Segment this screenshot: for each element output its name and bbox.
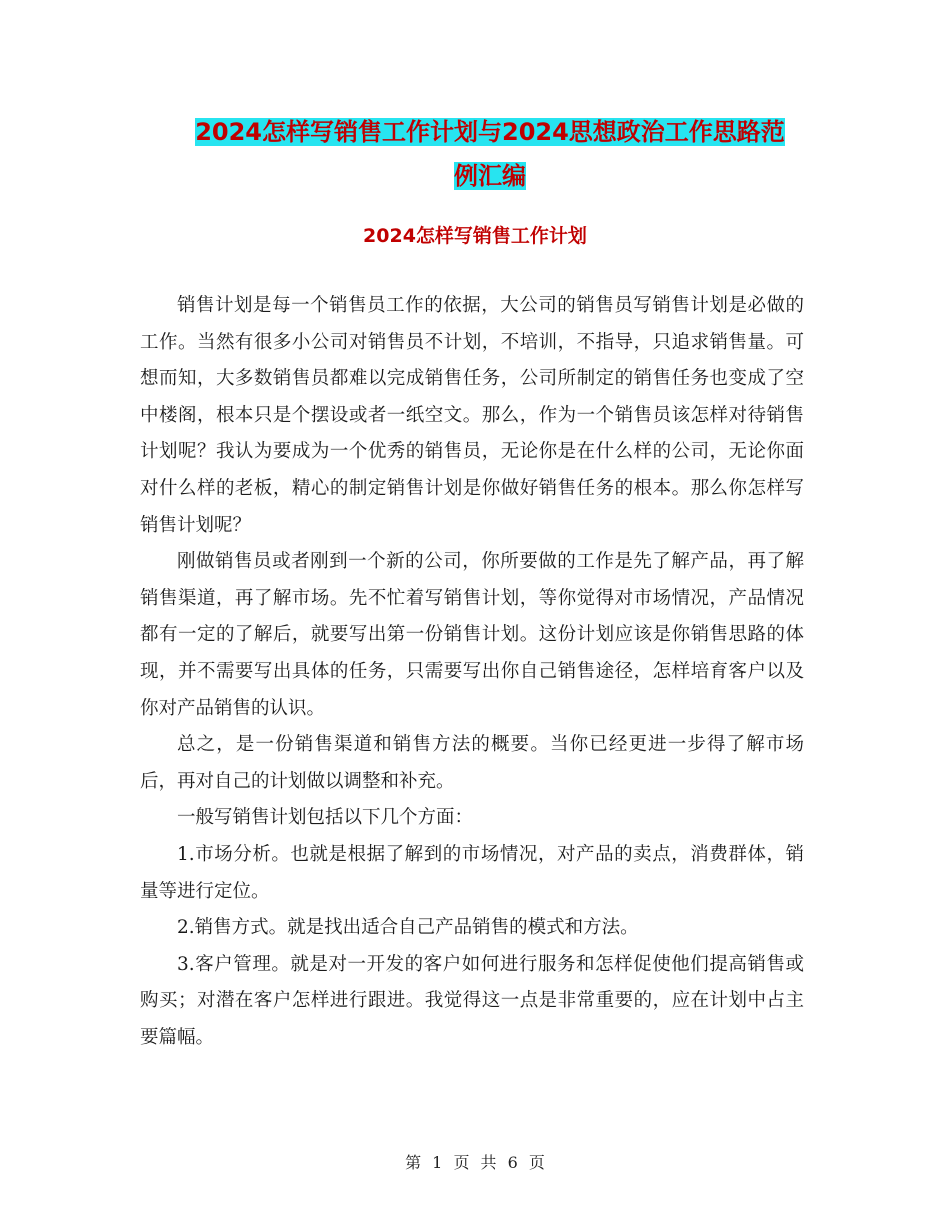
paragraph: 总之，是一份销售渠道和销售方法的概要。当你已经更进一步得了解市场后，再对自己的计划做以调整和补充。 [140, 734, 804, 792]
document-title-line-1: 2024怎样写销售工作计划与2024思想政治工作思路范 [195, 118, 785, 146]
page-number-footer: 第 1 页 共 6 页 [405, 1153, 545, 1172]
document-title [140, 110, 840, 198]
paragraph: 1.市场分析。也就是根据了解到的市场情况，对产品的卖点，消费群体，销量等进行定位。 [140, 843, 804, 902]
section-title: 2024怎样写销售工作计划 [363, 225, 587, 247]
paragraph: 销售计划是每一个销售员工作的依据，大公司的销售员写销售计划是必做的工作。当然有很多小公司对销售员不计划，不培训，不指导，只追求销售量。可想而知，大多数销售员都难以完成销售任务，公司所制定的销售任务也变成了空中楼阁，根本只是个摆设或者一纸空文。那么，作为一个销售员该怎样对待销售计划呢？我认为要成为一个优秀的销售员，无论你是在什么样的公司，无论你面对什么样的老板，精心的制定销售计划是你做好销售任务的根本。那么你怎样写销售计划呢？ [140, 295, 804, 536]
paragraph: 3.客户管理。就是对一开发的客户如何进行服务和怎样促使他们提高销售或购买；对潜在客户怎样进行跟进。我觉得这一点是非常重要的，应在计划中占主要篇幅。 [140, 953, 804, 1048]
paragraph: 刚做销售员或者刚到一个新的公司，你所要做的工作是先了解产品，再了解销售渠道，再了解市场。先不忙着写销售计划，等你觉得对市场情况，产品情况都有一定的了解后，就要写出第一份销售计划。这份计划应该是你销售思路的体现，并不需要写出具体的任务，只需要写出你自己销售途径，怎样培育客户以及你对产品销售的认识。 [140, 551, 804, 719]
document-body [140, 288, 804, 1056]
document-title-line-2: 例汇编 [454, 162, 526, 190]
paragraph: 2.销售方式。就是找出适合自己产品销售的模式和方法。 [177, 917, 639, 939]
paragraph: 一般写销售计划包括以下几个方面： [177, 807, 474, 829]
